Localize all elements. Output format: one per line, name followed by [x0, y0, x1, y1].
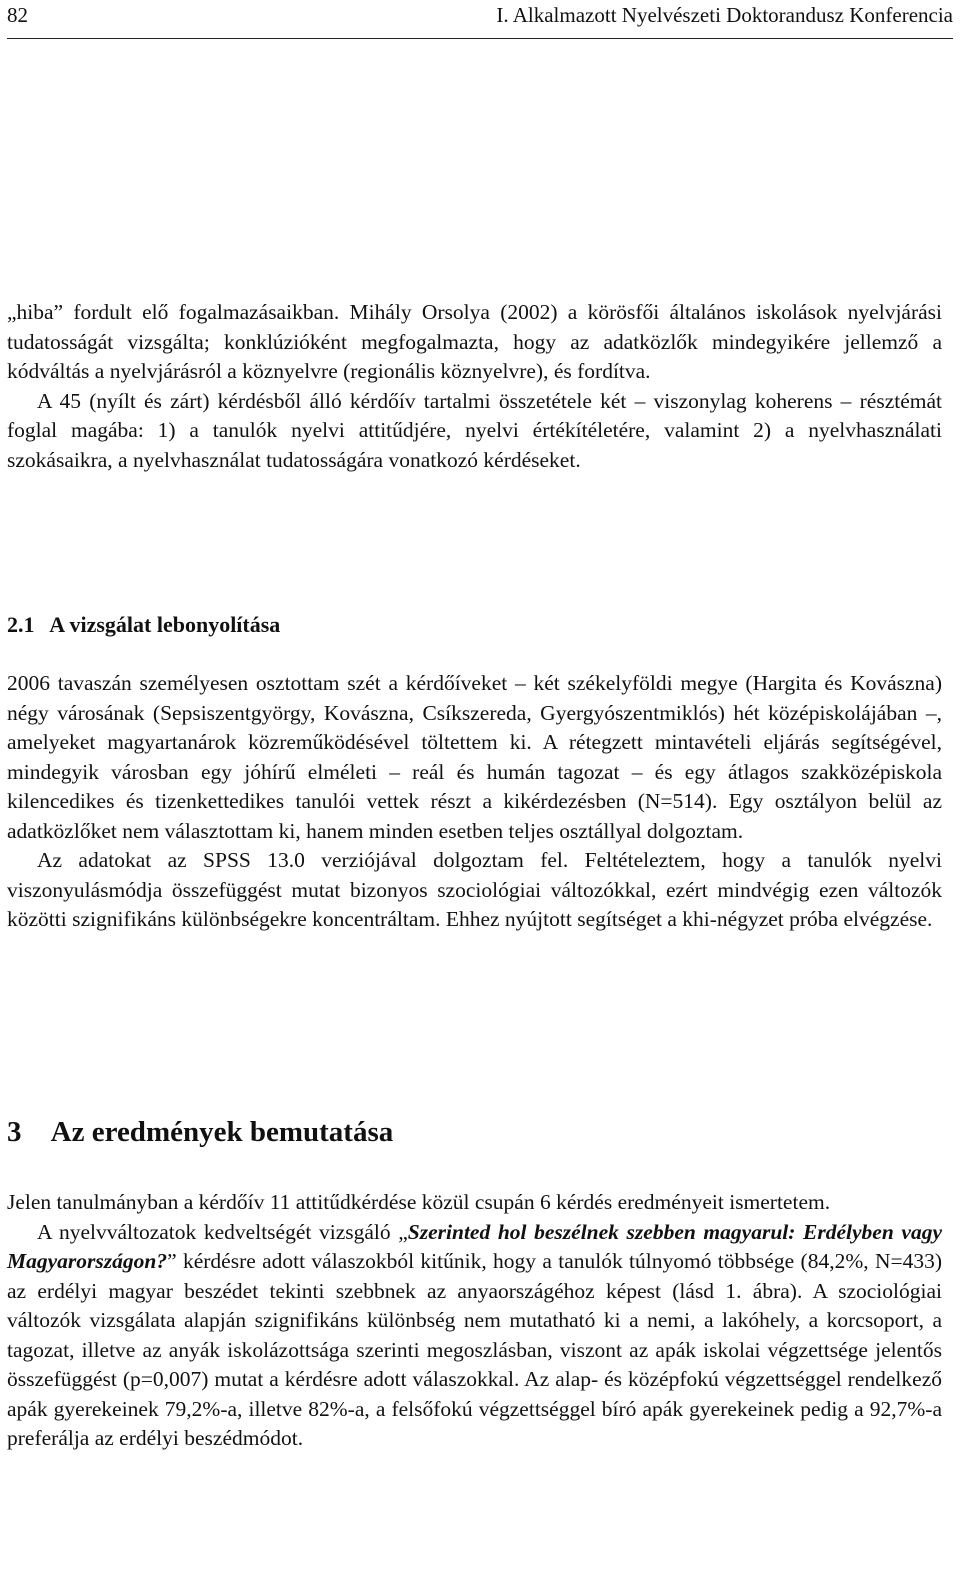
question-emphasis: Szerinted hol beszélnek szebben magyarul: Erdélyben vagy Magyarországon? [7, 1219, 942, 1273]
text-block-intro [7, 298, 942, 475]
section-heading-3 [7, 1116, 393, 1149]
section-title: A vizsgálat lebonyolítása [49, 612, 281, 637]
running-header [7, 0, 953, 39]
paragraph-question [7, 1218, 942, 1454]
section-heading-2-1 [7, 612, 280, 638]
text-block-results [7, 1188, 942, 1454]
paragraph: „hiba” fordult elő fogalmazásaikban. Mihály Orsolya (2002) a körösfői általános iskolások nyelvjárási tudatosságát vizsgálta; konklúzióként megfogalmazta, hogy az adatközlők mindegyikére jellemző a kódváltás a nyelvjárásról a köznyelvre (regionális köznyelvre), és fordítva. [7, 300, 942, 383]
text-block-method [7, 669, 942, 935]
paragraph: A 45 (nyílt és zárt) kérdésből álló kérdőív tartalmi összetétele két – viszonylag koherens – résztémát foglal magába: 1) a tanulók nyelvi attitűdjére, nyelvi értékítéletére, valamint 2) a nyelvhasználati szokásaikra, a nyelvhasználat tudatosságára vonatkozó kérdéseket. [7, 388, 942, 472]
page-number: 82 [7, 3, 28, 27]
section-number: 2.1 [7, 612, 35, 637]
section-title: Az eredmények bemutatása [50, 1116, 394, 1148]
text-run: A nyelvváltozatok kedveltségét vizsgáló „ [37, 1219, 408, 1244]
section-number: 3 [7, 1116, 22, 1148]
text-run: ” kérdésre adott válaszokból kitűnik, hogy a tanulók túlnyomó többsége (84,2%, N=433) az erdélyi magyar beszédet tekinti szebbnek az anyaországéhoz képest (lásd 1. ábra). A szociológiai változók vizsgálata alapján szignifikáns különbség nem mutatható ki a nemi, a lakóhely, a korcsoport, a tagozat, illetve az anyák iskolázottsága szerinti megoszlásban, viszont az apák iskolai végzettsége jelentős összefüggést (p=0,007) mutat a kérdésre adott válaszokkal. Az alap- és középfokú végzettséggel rendelkező apák gyerekeinek 79,2%-a, illetve 82%-a, a felsőfokú végzettséggel bíró apák gyerekeinek pedig a 92,7%-a preferálja az erdélyi beszédmódot. [7, 1249, 942, 1450]
header-title: I. Alkalmazott Nyelvészeti Doktorandusz Konferencia [496, 3, 953, 27]
paragraph: Jelen tanulmányban a kérdőív 11 attitűdkérdése közül csupán 6 kérdés eredményeit ismertetem. [7, 1190, 831, 1214]
paragraph: 2006 tavaszán személyesen osztottam szét a kérdőíveket – két székelyföldi megye (Hargita és Kovászna) négy városának (Sepsiszentgyörgy, Kovászna, Csíkszereda, Gyergyószentmiklós) hét középiskolájában –, amelyeket magyartanárok közreműködésével töltettem ki. A rétegzett mintavételi eljárás segítségével, mindegyik városban egy jóhírű elméleti – reál és humán tagozat – és egy átlagos szakközépiskola kilencedikes és tizenkettedikes tanulói vettek részt a kikérdezésben (N=514). Egy osztályon belül az adatközlőket nem választottam ki, hanem minden esetben teljes osztállyal dolgoztam. [7, 671, 942, 843]
paragraph: Az adatokat az SPSS 13.0 verziójával dolgoztam fel. Feltételeztem, hogy a tanulók nyelvi viszonyulásmódja összefüggést mutat bizonyos szociológiai változókkal, ezért mindvégig ezen változók közötti szignifikáns különbségekre koncentráltam. Ehhez nyújtott segítséget a khi-négyzet próba elvégzése. [7, 848, 942, 931]
